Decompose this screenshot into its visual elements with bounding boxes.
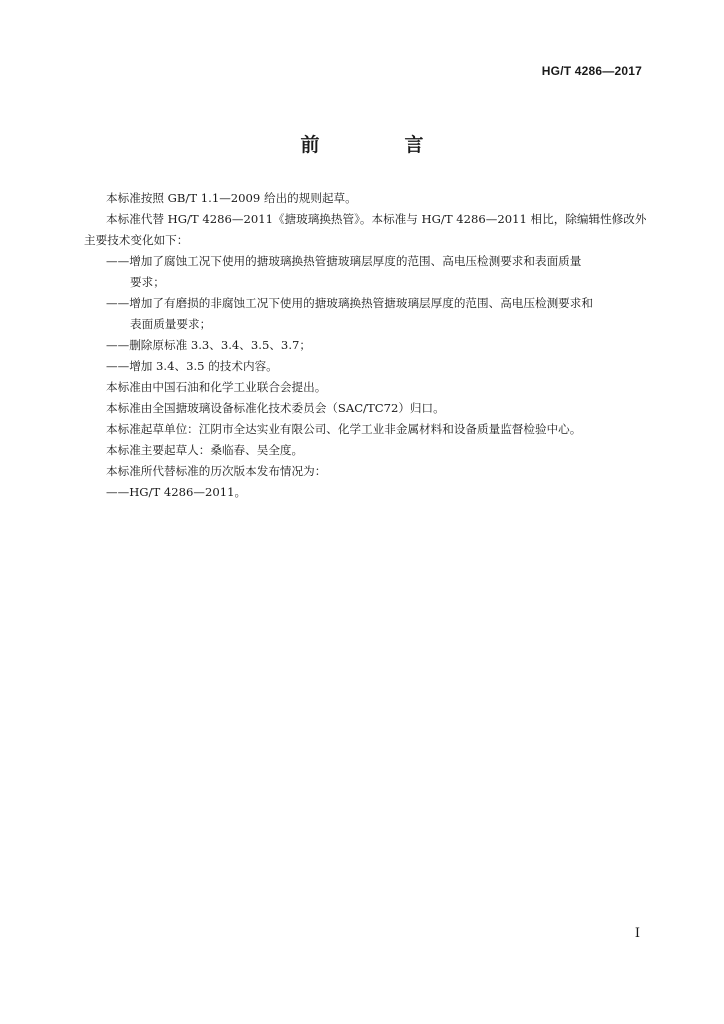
history-item: ——HG/T 4286—2011。	[106, 485, 247, 499]
paragraph-drafters: 本标准主要起草人：桑临春、吴全度。	[106, 443, 304, 457]
paragraph-committee: 本标准由全国搪玻璃设备标准化技术委员会（SAC/TC72）归口。	[106, 401, 445, 415]
change-item-corrosion-cont: 要求；	[130, 275, 165, 289]
paragraph-history-intro: 本标准所代替标准的历次版本发布情况为：	[106, 464, 327, 478]
change-item-abrasion: ——增加了有磨损的非腐蚀工况下使用的搪玻璃换热管搪玻璃层厚度的范围、高电压检测要求和	[106, 296, 593, 310]
change-item-corrosion: ——增加了腐蚀工况下使用的搪玻璃换热管搪玻璃层厚度的范围、高电压检测要求和表面质量	[106, 254, 582, 268]
change-item-abrasion-cont: 表面质量要求；	[130, 317, 212, 331]
paragraph-drafting-rule: 本标准按照 GB/T 1.1—2009 给出的规则起草。	[106, 191, 357, 205]
change-item-added: ——增加 3.4、3.5 的技术内容。	[106, 359, 278, 373]
change-item-deleted: ——删除原标准 3.3、3.4、3.5、3.7；	[106, 338, 311, 352]
paragraph-replacement: 本标准代替 HG/T 4286—2011《搪玻璃换热管》。本标准与 HG/T 4286—2011 相比，除编辑性修改外主要技术变化如下：	[84, 212, 647, 247]
page-number: I	[634, 926, 640, 941]
page-title: 前 言	[300, 134, 457, 156]
paragraph-drafting-units: 本标准起草单位：江阴市全达实业有限公司、化学工业非金属材料和设备质量监督检验中心。	[106, 422, 582, 436]
preface-body	[84, 188, 650, 503]
standard-code: HG/T 4286—2017	[541, 64, 642, 78]
paragraph-proposer: 本标准由中国石油和化学工业联合会提出。	[106, 380, 327, 394]
